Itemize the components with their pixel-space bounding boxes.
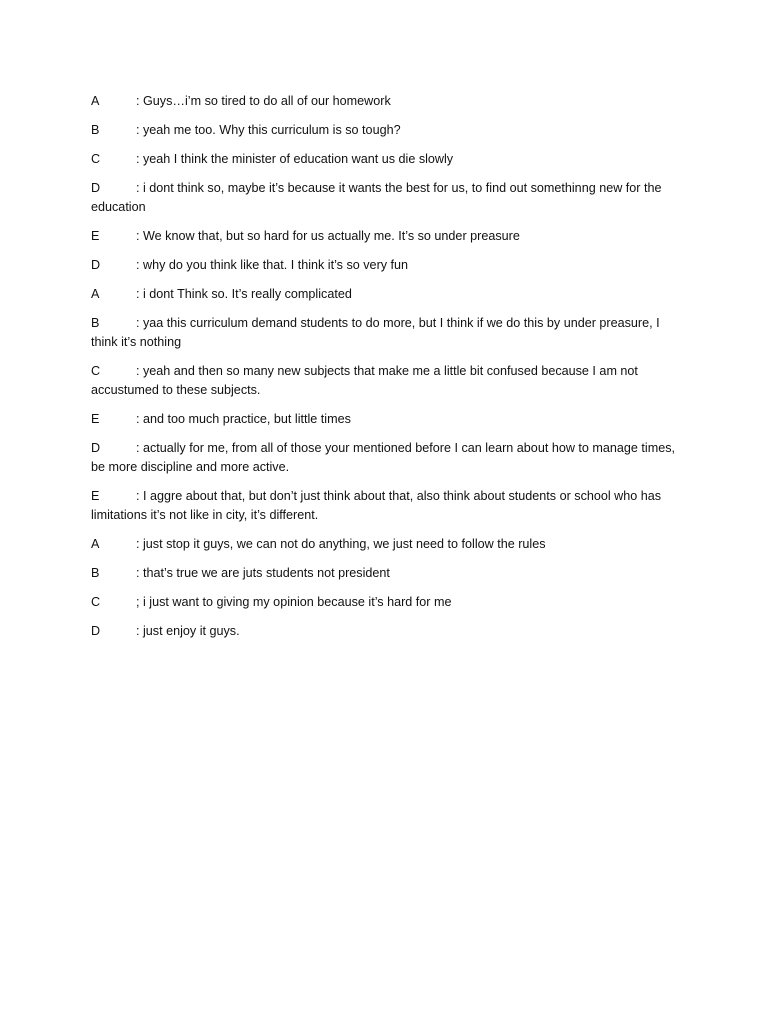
dialogue-text: : I aggre about that, but don’t just think about that, also think about students or school who has limitations it’s not like in city, it’s different. bbox=[91, 489, 662, 522]
speaker-label: C bbox=[91, 595, 101, 609]
dialogue-line bbox=[91, 314, 681, 352]
dialogue-text: : yeah and then so many new subjects that make me a little bit confused because I am not accustumed to these subjects. bbox=[91, 364, 638, 397]
dialogue-transcript bbox=[91, 92, 681, 651]
speaker-label: C bbox=[91, 152, 101, 166]
dialogue-text: : We know that, but so hard for us actually me. It’s so under preasure bbox=[136, 229, 520, 243]
speaker-label: D bbox=[91, 258, 101, 272]
dialogue-text: : yeah I think the minister of education want us die slowly bbox=[136, 152, 454, 166]
speaker-label: E bbox=[91, 229, 100, 243]
speaker-label: B bbox=[91, 123, 100, 137]
speaker-label: C bbox=[91, 364, 101, 378]
dialogue-line bbox=[91, 285, 681, 304]
dialogue-text: : i dont think so, maybe it’s because it wants the best for us, to find out somethinng new for the education bbox=[91, 181, 662, 214]
dialogue-line bbox=[91, 92, 681, 111]
dialogue-line bbox=[91, 150, 681, 169]
dialogue-line bbox=[91, 535, 681, 554]
dialogue-line bbox=[91, 439, 681, 477]
speaker-label: B bbox=[91, 316, 100, 330]
dialogue-line bbox=[91, 227, 681, 246]
dialogue-line bbox=[91, 564, 681, 583]
speaker-label: B bbox=[91, 566, 100, 580]
dialogue-line bbox=[91, 179, 681, 217]
dialogue-text: : why do you think like that. I think it’s so very fun bbox=[136, 258, 409, 272]
speaker-label: A bbox=[91, 287, 100, 301]
dialogue-text: : that’s true we are juts students not president bbox=[136, 566, 390, 580]
dialogue-text: : just stop it guys, we can not do anything, we just need to follow the rules bbox=[136, 537, 546, 551]
speaker-label: A bbox=[91, 537, 100, 551]
dialogue-text: ; i just want to giving my opinion because it’s hard for me bbox=[136, 595, 452, 609]
dialogue-text: : yeah me too. Why this curriculum is so tough? bbox=[136, 123, 401, 137]
dialogue-text: : i dont Think so. It’s really complicated bbox=[136, 287, 352, 301]
dialogue-text: : just enjoy it guys. bbox=[136, 624, 240, 638]
dialogue-line bbox=[91, 256, 681, 275]
speaker-label: E bbox=[91, 412, 100, 426]
dialogue-text: : actually for me, from all of those your mentioned before I can learn about how to manage times, be more discipline and more active. bbox=[91, 441, 676, 474]
dialogue-line bbox=[91, 121, 681, 140]
dialogue-line bbox=[91, 487, 681, 525]
speaker-label: D bbox=[91, 624, 101, 638]
speaker-label: D bbox=[91, 181, 101, 195]
dialogue-text: : and too much practice, but little times bbox=[136, 412, 351, 426]
speaker-label: D bbox=[91, 441, 101, 455]
dialogue-line bbox=[91, 410, 681, 429]
dialogue-line bbox=[91, 622, 681, 641]
dialogue-line bbox=[91, 362, 681, 400]
dialogue-line bbox=[91, 593, 681, 612]
dialogue-text: : Guys…i’m so tired to do all of our homework bbox=[136, 94, 391, 108]
dialogue-text: : yaa this curriculum demand students to do more, but I think if we do this by under preasure, I think it’s nothing bbox=[91, 316, 660, 349]
speaker-label: E bbox=[91, 489, 100, 503]
speaker-label: A bbox=[91, 94, 100, 108]
